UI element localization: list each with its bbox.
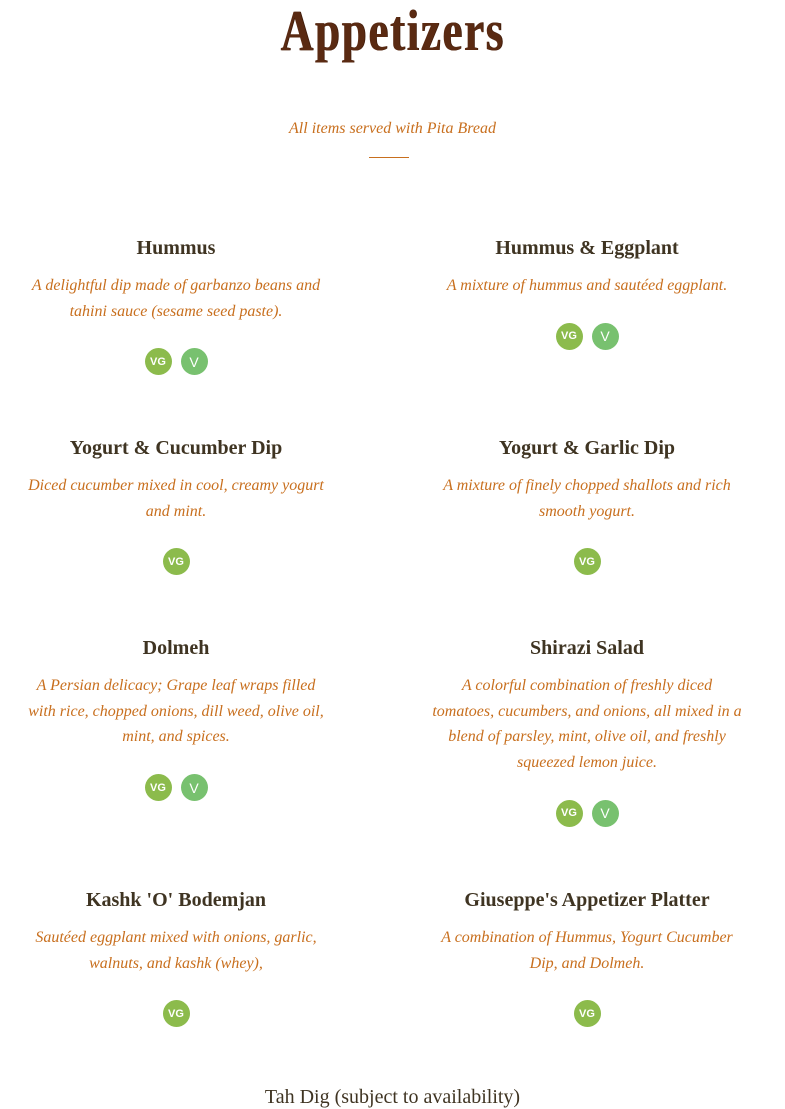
vegetarian-badge-icon: VG — [163, 548, 190, 575]
menu-item-kashk-o-bodemjan — [21, 888, 331, 1027]
item-description: A colorful combination of freshly diced tomatoes, cucumbers, and onions, all mixed in a blend of parsley, mint, olive oil, and freshly squeezed lemon juice. — [432, 677, 742, 772]
menu-item-appetizer-platter — [432, 888, 742, 1027]
vegan-badge-icon: V — [592, 323, 619, 350]
item-name: Shirazi Salad — [530, 637, 644, 659]
vegetarian-badge-icon: VG — [145, 774, 172, 801]
dietary-badges — [432, 548, 742, 575]
menu-item-hummus — [21, 236, 331, 375]
item-description: A mixture of finely chopped shallots and rich smooth yogurt. — [443, 477, 731, 520]
menu-item-shirazi-salad — [432, 636, 742, 827]
dietary-badges — [432, 1000, 742, 1027]
item-description: A combination of Hummus, Yogurt Cucumber Dip, and Dolmeh. — [441, 929, 733, 972]
dietary-badges — [21, 1000, 331, 1027]
dietary-badges — [21, 348, 331, 375]
dietary-badges — [21, 774, 331, 801]
vegan-badge-icon: V — [181, 774, 208, 801]
menu-item-yogurt-garlic-dip — [432, 436, 742, 575]
menu-item-dolmeh — [21, 636, 331, 801]
item-description: Sautéed eggplant mixed with onions, garlic, walnuts, and kashk (whey), — [35, 929, 317, 972]
vegetarian-badge-icon: VG — [145, 348, 172, 375]
vegetarian-badge-icon: VG — [574, 1000, 601, 1027]
vegetarian-badge-icon: VG — [574, 548, 601, 575]
vegetarian-badge-icon: VG — [556, 323, 583, 350]
section-subtitle: All items served with Pita Bread — [289, 120, 496, 137]
item-description: Diced cucumber mixed in cool, creamy yogurt and mint. — [28, 477, 324, 520]
item-name: Giuseppe's Appetizer Platter — [464, 889, 710, 911]
item-name: Yogurt & Cucumber Dip — [69, 437, 283, 459]
item-name: Hummus — [136, 237, 216, 259]
vegan-badge-icon: V — [592, 800, 619, 827]
item-description: A delightful dip made of garbanzo beans and tahini sauce (sesame seed paste). — [31, 277, 321, 320]
item-name: Dolmeh — [142, 637, 210, 659]
dietary-badges — [432, 800, 742, 827]
dietary-badges — [432, 323, 742, 350]
menu-item-hummus-eggplant — [432, 236, 742, 350]
item-name: Yogurt & Garlic Dip — [498, 437, 676, 459]
vegetarian-badge-icon: VG — [163, 1000, 190, 1027]
item-name: Hummus & Eggplant — [495, 237, 679, 259]
divider — [369, 157, 409, 158]
vegan-badge-icon: V — [181, 348, 208, 375]
dietary-badges — [21, 548, 331, 575]
item-description: A mixture of hummus and sautéed eggplant. — [446, 277, 728, 294]
menu-item-yogurt-cucumber-dip — [21, 436, 331, 575]
vegetarian-badge-icon: VG — [556, 800, 583, 827]
item-description: A Persian delicacy; Grape leaf wraps filled with rice, chopped onions, dill weed, olive oil, mint, and spices. — [28, 677, 324, 746]
section-title: Appetizers — [280, 0, 505, 63]
item-name: Kashk 'O' Bodemjan — [85, 889, 267, 911]
next-item-name: Tah Dig (subject to availability) — [264, 1086, 521, 1108]
